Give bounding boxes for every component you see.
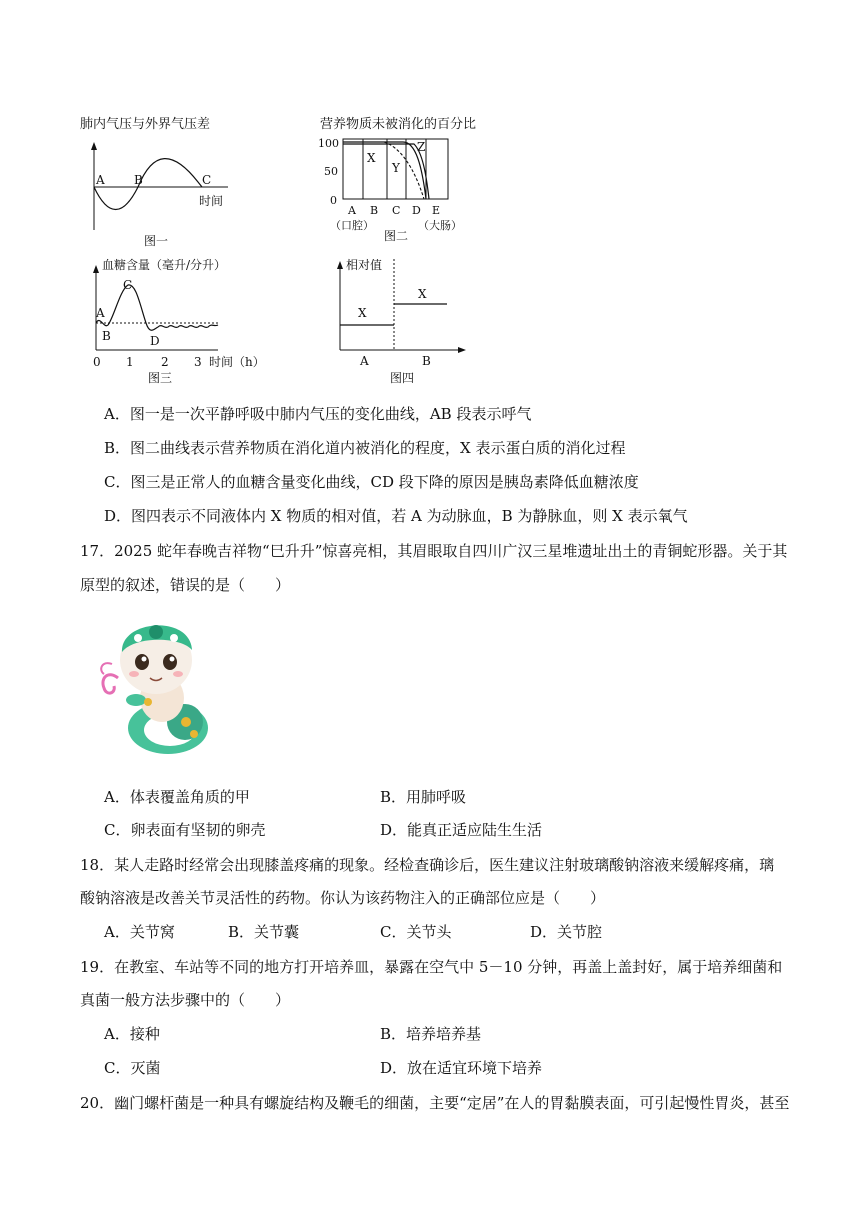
q17-stem-line2: 原型的叙述，错误的是（ ） — [80, 576, 291, 594]
fig2-seg-a: A — [348, 204, 356, 217]
q19-option-b[interactable]: B．培养培养基 — [380, 1025, 482, 1043]
q17-option-a[interactable]: A．体表覆盖角质的甲 — [104, 788, 250, 806]
fig4-ylabel: 相对值 — [346, 258, 383, 272]
fig2-seg-b: B — [370, 204, 379, 217]
fig1-xlabel: 时间 — [199, 194, 224, 208]
fig3-tick-0: 0 — [93, 355, 101, 369]
fig3-point-c: C — [123, 278, 133, 292]
q16-option-b[interactable]: B．图二曲线表示营养物质在消化道内被消化的程度，X 表示蛋白质的消化过程 — [104, 439, 626, 457]
q17-option-c[interactable]: C．卵表面有坚韧的卵壳 — [104, 821, 266, 839]
fig1-point-b: B — [134, 173, 143, 187]
q19-stem-line2: 真菌一般方法步骤中的（ ） — [80, 991, 291, 1009]
fig1-point-c: C — [202, 173, 212, 187]
fig2-curve-x — [343, 142, 426, 199]
fig2-title: 营养物质未被消化的百分比 — [320, 117, 477, 132]
q18-stem-line2: 酸钠溶液是改善关节灵活性的药物。你认为该药物注入的正确部位应是（ ） — [80, 889, 606, 907]
fig4-label-x-a: X — [358, 306, 367, 320]
fig1-title: 肺内气压与外界气压差 — [80, 117, 211, 132]
q16-option-d[interactable]: D．图四表示不同液体内 X 物质的相对值，若 A 为动脉血，B 为静脉血，则 X 表示氧气 — [104, 507, 688, 525]
fig4-cat-a: A — [360, 354, 369, 368]
fig4-cat-b: B — [422, 354, 431, 368]
fig1-point-a: A — [96, 173, 105, 187]
fig2-tick-50: 50 — [324, 165, 338, 178]
fig2-caption: 图二 — [384, 229, 409, 243]
fig3-point-a: A — [96, 306, 105, 320]
fig3-tick-3: 3 — [194, 355, 202, 369]
fig2-label-x: X — [367, 151, 376, 165]
figure-2 — [318, 112, 498, 247]
figure-1 — [78, 112, 248, 252]
fig3-point-d: D — [150, 334, 160, 348]
q18-option-c[interactable]: C．关节头 — [380, 923, 452, 941]
fig3-xlabel: 时间（h） — [209, 355, 265, 369]
q17-option-d[interactable]: D．能真正适应陆生生活 — [380, 821, 543, 839]
q16-option-a[interactable]: A．图一是一次平静呼吸中肺内气压的变化曲线，AB 段表示呼气 — [104, 405, 532, 423]
q20-stem-line1: 20．幽门螺杆菌是一种具有螺旋结构及鞭毛的细菌，主要“定居”在人的胃黏膜表面，可引起慢性胃炎，甚至 — [80, 1094, 790, 1112]
q19-option-a[interactable]: A．接种 — [104, 1025, 160, 1043]
q16-option-c[interactable]: C．图三是正常人的血糖含量变化曲线，CD 段下降的原因是胰岛素降低血糖浓度 — [104, 473, 639, 491]
q18-option-a[interactable]: A．关节窝 — [104, 923, 175, 941]
figure-4 — [332, 255, 472, 390]
fig2-seg-c: C — [392, 204, 401, 217]
fig3-title: 血糖含量（毫升/分升） — [102, 258, 227, 272]
fig3-tick-2: 2 — [161, 355, 169, 369]
fig2-right-note: （大肠） — [418, 219, 462, 232]
fig1-curve — [94, 159, 202, 210]
fig2-seg-e: E — [432, 204, 441, 217]
fig2-label-z: Z — [417, 140, 426, 154]
q18-stem-line1: 18．某人走路时经常会出现膝盖疼痛的现象。经检查确诊后，医生建议注射玻璃酸钠溶液来缓解疼痛，璃 — [80, 856, 775, 874]
q17-stem-line1: 17．2025 蛇年春晚吉祥物“巳升升”惊喜亮相，其眉眼取自四川广汉三星堆遗址出土的青铜蛇形器。关于其 — [80, 542, 788, 560]
fig3-caption: 图三 — [148, 371, 173, 385]
fig2-label-y: Y — [392, 161, 400, 175]
q18-option-b[interactable]: B．关节囊 — [228, 923, 300, 941]
fig4-caption: 图四 — [390, 371, 415, 385]
fig4-label-x-b: X — [418, 287, 427, 301]
fig1-caption: 图一 — [144, 234, 169, 248]
fig2-tick-0: 0 — [330, 194, 337, 207]
q19-option-c[interactable]: C．灭菌 — [104, 1059, 161, 1077]
q19-stem-line1: 19．在教室、车站等不同的地方打开培养皿，暴露在空气中 5－10 分钟，再盖上盖封好，属于培养细菌和 — [80, 958, 783, 976]
mascot-snake-image — [90, 600, 220, 760]
q17-option-b[interactable]: B．用肺呼吸 — [380, 788, 467, 806]
fig3-point-b: B — [102, 329, 111, 343]
figure-3 — [88, 255, 273, 390]
fig2-tick-100: 100 — [318, 137, 339, 150]
fig3-tick-1: 1 — [126, 355, 134, 369]
fig2-left-note: （口腔） — [330, 219, 374, 232]
q18-option-d[interactable]: D．关节腔 — [530, 923, 603, 941]
fig2-seg-d: D — [412, 204, 421, 217]
q19-option-d[interactable]: D．放在适宜环境下培养 — [380, 1059, 543, 1077]
